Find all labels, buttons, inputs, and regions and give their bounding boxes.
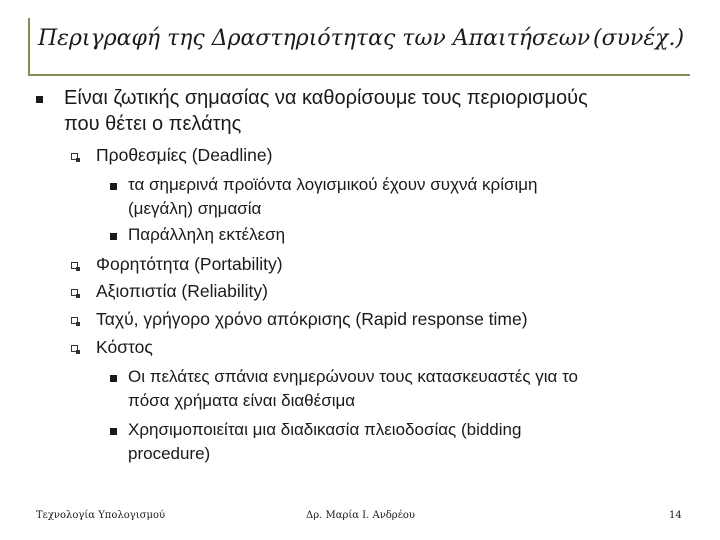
item-marker [71,262,78,269]
item-marker [71,317,78,324]
item-deadline: Προθεσμίες (Deadline) [96,145,273,165]
slide-title-continued: (συνέχ.) [593,26,685,51]
main-bullet-line-2: που θέτει ο πελάτης [64,113,242,135]
footer-author: Δρ. Μαρία Ι. Ανδρέου [306,510,415,521]
subitem-line-1: Παράλληλη εκτέλεση [128,225,286,244]
item-reliability: Αξιοπιστία (Reliability) [96,281,268,301]
item-marker [71,345,78,352]
item-rapid-response: Ταχύ, γρήγορο χρόνο απόκρισης (Rapid response time) [96,309,528,329]
subitem-line-1: Χρησιμοποιείται μια διαδικασία πλειοδοσίας (bidding [128,420,522,439]
title-frame-horizontal [28,74,690,76]
main-bullet-marker [36,96,43,103]
item-marker [71,153,78,160]
slide-title-text: Περιγραφή της Δραστηριότητας των Απαιτήσεων [38,26,591,51]
subitem-line-2: (μεγάλη) σημασία [128,199,262,218]
item-marker [71,289,78,296]
page-number: 14 [669,510,682,521]
title-frame-vertical [28,18,30,76]
footer-course-title: Τεχνολογία Υπολογισμού [36,510,166,521]
subitem-line-2: procedure) [128,444,211,463]
subitem-marker [110,375,117,382]
subitem-marker [110,233,117,240]
subitem-line-2: πόσα χρήματα είναι διαθέσιμα [128,391,356,410]
main-bullet-line-1: Είναι ζωτικής σημασίας να καθορίσουμε τους περιορισμούς [64,87,588,109]
slide-title [38,26,685,66]
subitem-line-1: Οι πελάτες σπάνια ενημερώνουν τους κατασκευαστές για το [128,367,578,386]
item-cost: Κόστος [96,337,153,357]
subitem-line-1: τα σημερινά προϊόντα λογισμικού έχουν συχνά κρίσιμη [128,175,538,194]
item-portability: Φορητότητα (Portability) [96,254,283,274]
subitem-marker [110,183,117,190]
subitem-marker [110,428,117,435]
